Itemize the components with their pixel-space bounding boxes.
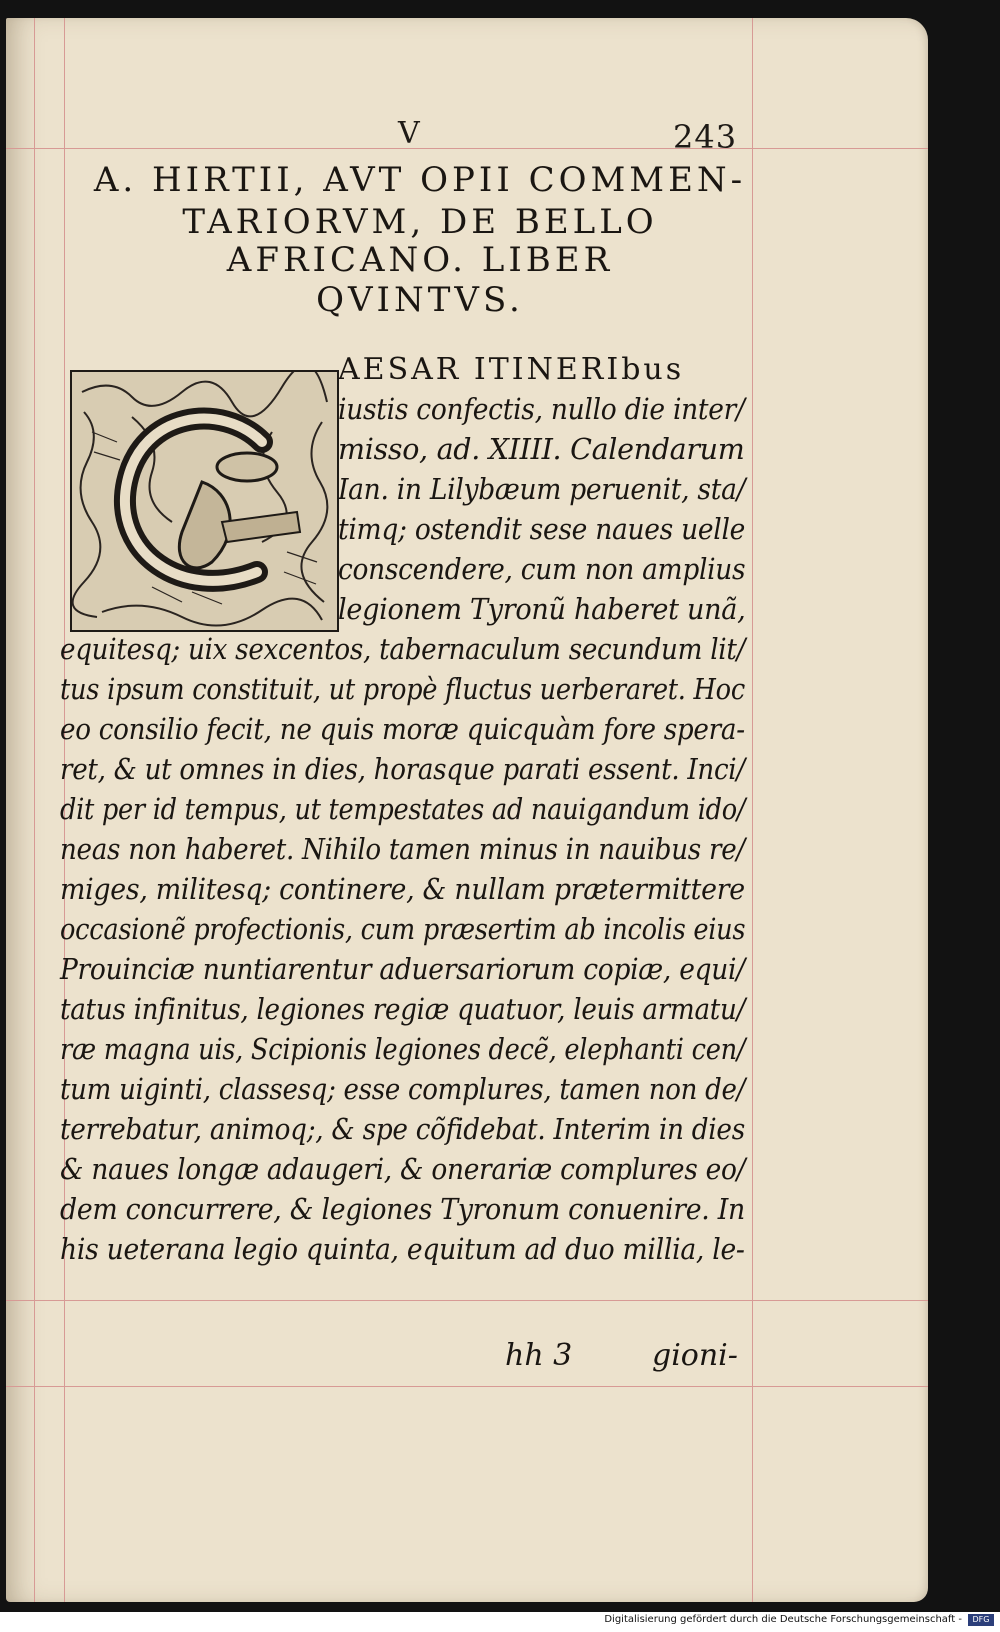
page-number: 243 — [673, 118, 738, 156]
body-line-3: misso, ad. XIIII. Calendarum — [338, 433, 745, 466]
body-line-4: Ian. in Lilybæum peruenit, sta/ — [338, 473, 746, 506]
margin-rule-foot — [6, 1386, 928, 1387]
digitization-credit: Digitalisierung gefördert durch die Deutsche Forschungsgemeinschaft - — [604, 1614, 962, 1625]
body-line-1: AESAR ITINERIbus — [338, 352, 685, 387]
body-line-10: eo consilio fecit, ne quis moræ quicquàm fore spera- — [60, 713, 745, 746]
dfg-logo: DFG — [968, 1614, 994, 1626]
body-line-17: tatus infinitus, legiones regiæ quatuor, leuis armatu/ — [60, 993, 746, 1026]
decorated-initial-c — [70, 370, 339, 632]
body-line-6: conscendere, cum non amplius — [338, 553, 746, 586]
title-line-1: A. HIRTII, AVT OPII COMMEN- — [93, 160, 747, 200]
title-line-2: TARIORVM, DE BELLO — [182, 202, 658, 242]
body-line-18: ræ magna uis, Scipionis legiones decẽ, elephanti cen/ — [60, 1033, 746, 1066]
margin-rule-top — [6, 148, 928, 149]
body-line-2: iustis confectis, nullo die inter/ — [338, 393, 745, 426]
signature-mark: V — [398, 116, 422, 151]
body-line-16: Prouinciæ nuntiarentur aduersariorum copiæ, equi/ — [60, 953, 745, 986]
woodcut-illustration — [72, 372, 337, 630]
margin-rule-left — [34, 18, 35, 1602]
title-line-4: QVINTVS. — [316, 280, 524, 320]
body-line-22: dem concurrere, & legiones Tyronum conuenire. In — [60, 1193, 745, 1226]
margin-rule-bottom — [6, 1300, 928, 1301]
body-line-19: tum uiginti, classesq; esse complures, tamen non de/ — [60, 1073, 746, 1106]
body-line-7: legionem Tyronũ haberet unã, — [338, 593, 746, 626]
body-line-9: tus ipsum constituit, ut propè fluctus uerberaret. Hoc — [60, 673, 745, 706]
body-line-5: timq; ostendit sese naues uelle — [338, 513, 746, 546]
body-line-12: dit per id tempus, ut tempestates ad nauigandum ido/ — [60, 793, 746, 826]
body-line-15: occasionẽ profectionis, cum præsertim ab incolis eius — [60, 913, 746, 946]
body-line-11: ret, & ut omnes in dies, horasque parati essent. Inci/ — [60, 753, 745, 786]
body-line-13: neas non haberet. Nihilo tamen minus in nauibus re/ — [60, 833, 745, 866]
catchword: gioni- — [652, 1338, 738, 1373]
body-line-21: & naues longæ adaugeri, & onerariæ complures eo/ — [60, 1153, 746, 1186]
signature-footer: hh 3 — [505, 1338, 573, 1373]
body-line-23: his ueterana legio quinta, equitum ad duo millia, le- — [60, 1233, 745, 1266]
body-line-8: equitesq; uix sexcentos, tabernaculum secundum lit/ — [60, 633, 746, 666]
body-line-20: terrebatur, animoq;, & spe cõfidebat. Interim in dies — [60, 1113, 745, 1146]
body-line-14: miges, militesq; continere, & nullam prætermittere — [60, 873, 745, 906]
title-line-3: AFRICANO. LIBER — [226, 240, 614, 280]
